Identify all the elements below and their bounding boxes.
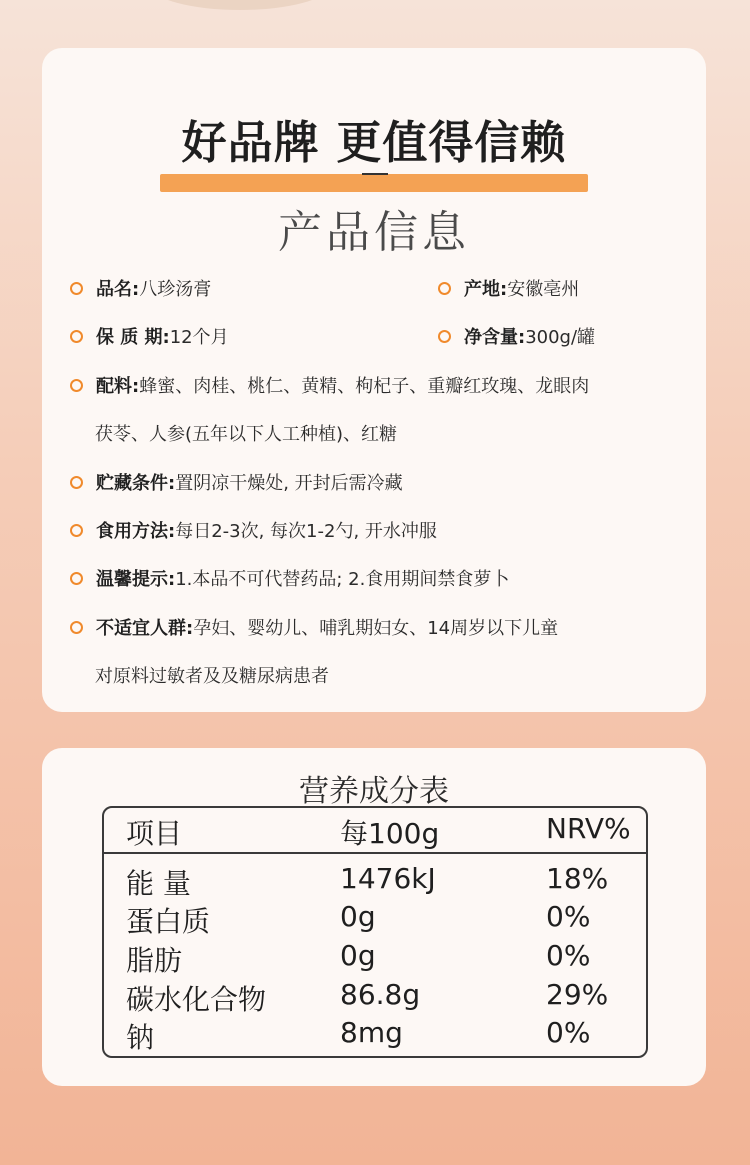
product-info-card: [42, 48, 706, 712]
table-cell: 0%: [546, 1016, 591, 1049]
table-cell: 能 量: [126, 867, 191, 900]
table-cell: 8mg: [340, 1016, 403, 1049]
info-label: 品名:: [96, 279, 140, 300]
info-ingredients: [70, 375, 589, 399]
headline-highlight: [160, 174, 588, 192]
table-cell: 0%: [546, 900, 591, 933]
info-value: 八珍汤膏: [139, 279, 212, 300]
info-ingredients-cont: 茯苓、人参(五年以下人工种植)、红糖: [95, 424, 398, 445]
table-cell: 0%: [546, 939, 591, 972]
info-value: 12个月: [169, 327, 229, 348]
table-cell: 29%: [546, 978, 609, 1011]
bullet-icon: [70, 330, 83, 343]
info-label: 保 质 期:: [96, 327, 170, 348]
table-cell: 0g: [340, 939, 376, 972]
headline: 好品牌 更值得信赖: [181, 116, 567, 169]
decorative-blob: [150, 0, 330, 10]
bullet-icon: [70, 524, 83, 537]
info-name: [70, 278, 211, 302]
divider-dash: [362, 173, 388, 175]
table-cell: 0g: [340, 900, 376, 933]
nutrition-title: 营养成分表: [299, 774, 449, 809]
bullet-icon: [438, 282, 451, 295]
table-cell: 碳水化合物: [126, 983, 267, 1016]
table-cell: 钠: [126, 1021, 155, 1054]
bullet-icon: [70, 282, 83, 295]
info-net-content: [438, 326, 595, 350]
info-label: 贮藏条件:: [96, 473, 176, 494]
bullet-icon: [70, 379, 83, 392]
info-value: 蜂蜜、肉桂、桃仁、黄精、枸杞子、重瓣红玫瑰、龙眼肉: [139, 376, 590, 397]
info-label: 食用方法:: [96, 521, 176, 542]
info-shelf-life: [70, 326, 229, 350]
info-value: 安徽亳州: [507, 279, 580, 300]
info-origin: [438, 278, 579, 302]
nutrition-table: [102, 806, 648, 1058]
table-header: 项目: [126, 817, 183, 850]
bullet-icon: [70, 476, 83, 489]
section-title: 产品信息: [278, 207, 470, 258]
info-value: 1.本品不可代替药品; 2.食用期间禁食萝卜: [175, 569, 510, 590]
info-label: 净含量:: [464, 327, 526, 348]
info-label: 产地:: [464, 279, 508, 300]
table-cell: 18%: [546, 862, 609, 895]
info-tips: [70, 568, 509, 592]
info-unsuitable-cont: 对原料过敏者及及糖尿病患者: [95, 666, 329, 687]
info-label: 不适宜人群:: [96, 618, 194, 639]
table-cell: 蛋白质: [126, 905, 211, 938]
table-header: 每100g: [340, 817, 440, 850]
info-value: 每日2-3次, 每次1-2勺, 开水冲服: [175, 521, 437, 542]
info-unsuitable: [70, 617, 558, 641]
info-value: 300g/罐: [525, 327, 596, 348]
table-cell: 86.8g: [340, 978, 421, 1011]
info-label: 配料:: [96, 376, 140, 397]
bullet-icon: [438, 330, 451, 343]
nutrition-card: [42, 748, 706, 1086]
info-storage: [70, 472, 403, 496]
info-value: 置阴凉干燥处, 开封后需冷藏: [175, 473, 403, 494]
bullet-icon: [70, 621, 83, 634]
table-header: NRV%: [546, 812, 631, 845]
info-label: 温馨提示:: [96, 569, 176, 590]
table-cell: 1476kJ: [340, 862, 436, 895]
info-usage: [70, 520, 437, 544]
info-value: 孕妇、婴幼儿、哺乳期妇女、14周岁以下儿童: [193, 618, 559, 639]
bullet-icon: [70, 572, 83, 585]
table-divider: [104, 852, 646, 854]
table-cell: 脂肪: [126, 944, 183, 977]
